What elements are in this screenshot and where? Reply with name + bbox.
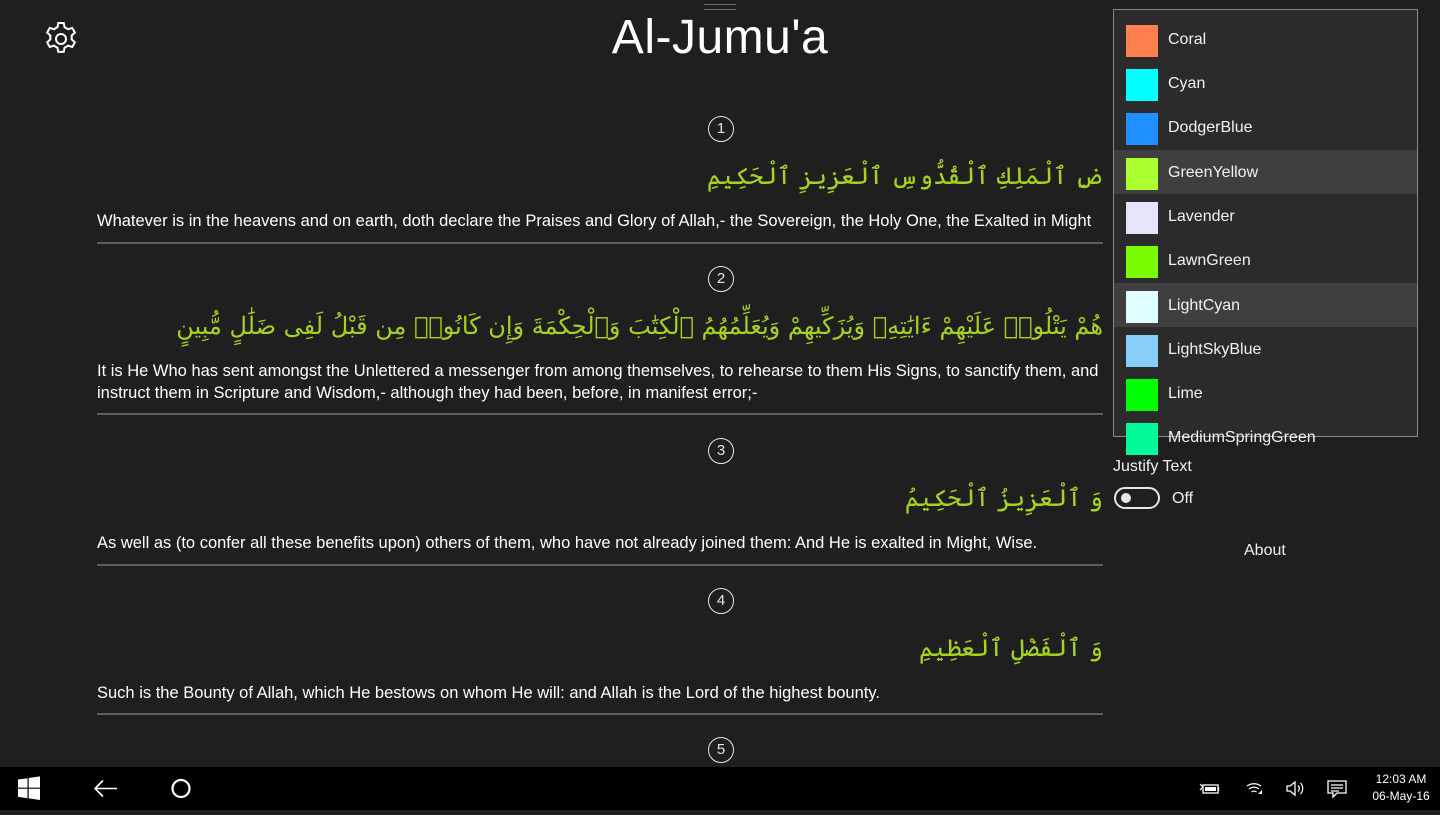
color-swatch <box>1126 423 1158 455</box>
toggle-knob <box>1121 493 1131 503</box>
divider <box>97 413 1103 415</box>
color-label: LawnGreen <box>1168 252 1251 269</box>
battery-status[interactable] <box>1196 767 1226 810</box>
windows-start-icon <box>0 767 58 810</box>
color-swatch <box>1126 113 1158 145</box>
clock-date: 06-May-16 <box>1372 789 1430 803</box>
verse-number: 4 <box>708 588 734 614</box>
color-option-dodgerblue[interactable] <box>1114 105 1417 149</box>
cortana-circle-icon <box>158 767 204 810</box>
color-swatch <box>1126 335 1158 367</box>
color-label: Lime <box>1168 385 1203 402</box>
justify-text-toggle[interactable] <box>1114 487 1160 509</box>
color-option-lawngreen[interactable] <box>1114 238 1417 282</box>
color-swatch <box>1126 69 1158 101</box>
color-option-lightskyblue[interactable] <box>1114 327 1417 371</box>
color-swatch <box>1126 158 1158 190</box>
network-status[interactable] <box>1240 767 1270 810</box>
color-option-mediumspringgreen[interactable] <box>1114 415 1417 459</box>
volume-icon <box>1280 767 1310 810</box>
color-option-cyan[interactable] <box>1114 61 1417 105</box>
arabic-text: وَ ٱلْعَزِيزُ ٱلْحَكِيمُ <box>904 484 1103 512</box>
color-label: MediumSpringGreen <box>1168 429 1316 446</box>
start-button[interactable] <box>0 767 58 810</box>
about-button[interactable]: About <box>1244 542 1286 559</box>
battery-icon <box>1196 767 1226 810</box>
action-center-icon <box>1322 767 1352 810</box>
page-title: Al-Jumu'a <box>611 11 829 64</box>
arabic-text: وَ ٱلْفَضْلِ ٱلْعَظِيمِ <box>918 634 1103 662</box>
divider <box>97 564 1103 566</box>
justify-text-label: Justify Text <box>1113 458 1192 475</box>
divider <box>97 242 1103 244</box>
back-arrow-icon <box>82 767 130 810</box>
color-swatch <box>1126 379 1158 411</box>
color-option-coral[interactable] <box>1114 17 1417 61</box>
arabic-text: هُمْ يَتْلُوا۟ عَلَيْهِمْ ءَايَٰتِهِۦ وَيُزَكِّيهِمْ وَيُعَلِّمُهُمُ ٱلْكِتَٰبَ وَٱلْحِكْمَةَ وَإِن كَانُوا۟ مِن قَبْلُ لَفِى ضَلَٰلٍ مُّبِينٍ <box>176 312 1103 340</box>
color-swatch <box>1126 246 1158 278</box>
translation-text: Whatever is in the heavens and on earth, doth declare the Praises and Glory of Allah,- the Sovereign, the Holy One, the Exalted in Might <box>97 212 1092 230</box>
color-label: DodgerBlue <box>1168 119 1253 136</box>
color-picker-list[interactable] <box>1113 9 1418 446</box>
translation-text: Such is the Bounty of Allah, which He bestows on whom He will: and Allah is the Lord of the highest bounty. <box>97 684 880 702</box>
color-label: Coral <box>1168 31 1207 48</box>
color-label: Cyan <box>1168 75 1206 92</box>
taskbar <box>0 767 1440 810</box>
arabic-text: ضِ ٱلْمَلِكِ ٱلْقُدُّوسِ ٱلْعَزِيزِ ٱلْحَكِيمِ <box>706 162 1103 190</box>
translation-text: It is He Who has sent amongst the Unlettered a messenger from among themselves, to rehearse to them His Signs, to sanctify them, and instruct them in Scripture and Wisdom,- although they had been, before, in manifest error;- <box>97 362 1099 402</box>
color-swatch <box>1126 291 1158 323</box>
clock-time: 12:03 AM <box>1375 772 1427 786</box>
search-button[interactable] <box>158 767 204 810</box>
taskbar-clock[interactable] <box>1366 771 1436 805</box>
color-label: Lavender <box>1168 208 1235 225</box>
verse-number: 5 <box>708 737 734 763</box>
verse-number: 1 <box>708 116 734 142</box>
back-button[interactable] <box>82 767 130 810</box>
color-option-lavender[interactable] <box>1114 194 1417 238</box>
color-label: GreenYellow <box>1168 164 1259 181</box>
color-swatch <box>1126 25 1158 57</box>
color-label: LightCyan <box>1168 297 1241 314</box>
color-label: LightSkyBlue <box>1168 341 1262 358</box>
verse-number: 3 <box>708 438 734 464</box>
verse-number: 2 <box>708 266 734 292</box>
translation-text: As well as (to confer all these benefits upon) others of them, who have not already joined them: And He is exalted in Might, Wise. <box>97 534 1038 552</box>
color-option-greenyellow[interactable] <box>1114 150 1417 194</box>
volume-control[interactable] <box>1280 767 1310 810</box>
color-option-lime[interactable] <box>1114 371 1417 415</box>
divider <box>97 713 1103 715</box>
action-center-button[interactable] <box>1322 767 1352 810</box>
color-swatch <box>1126 202 1158 234</box>
wifi-icon <box>1240 767 1270 810</box>
color-option-lightcyan[interactable] <box>1114 283 1417 327</box>
toggle-state-label: Off <box>1172 490 1194 507</box>
